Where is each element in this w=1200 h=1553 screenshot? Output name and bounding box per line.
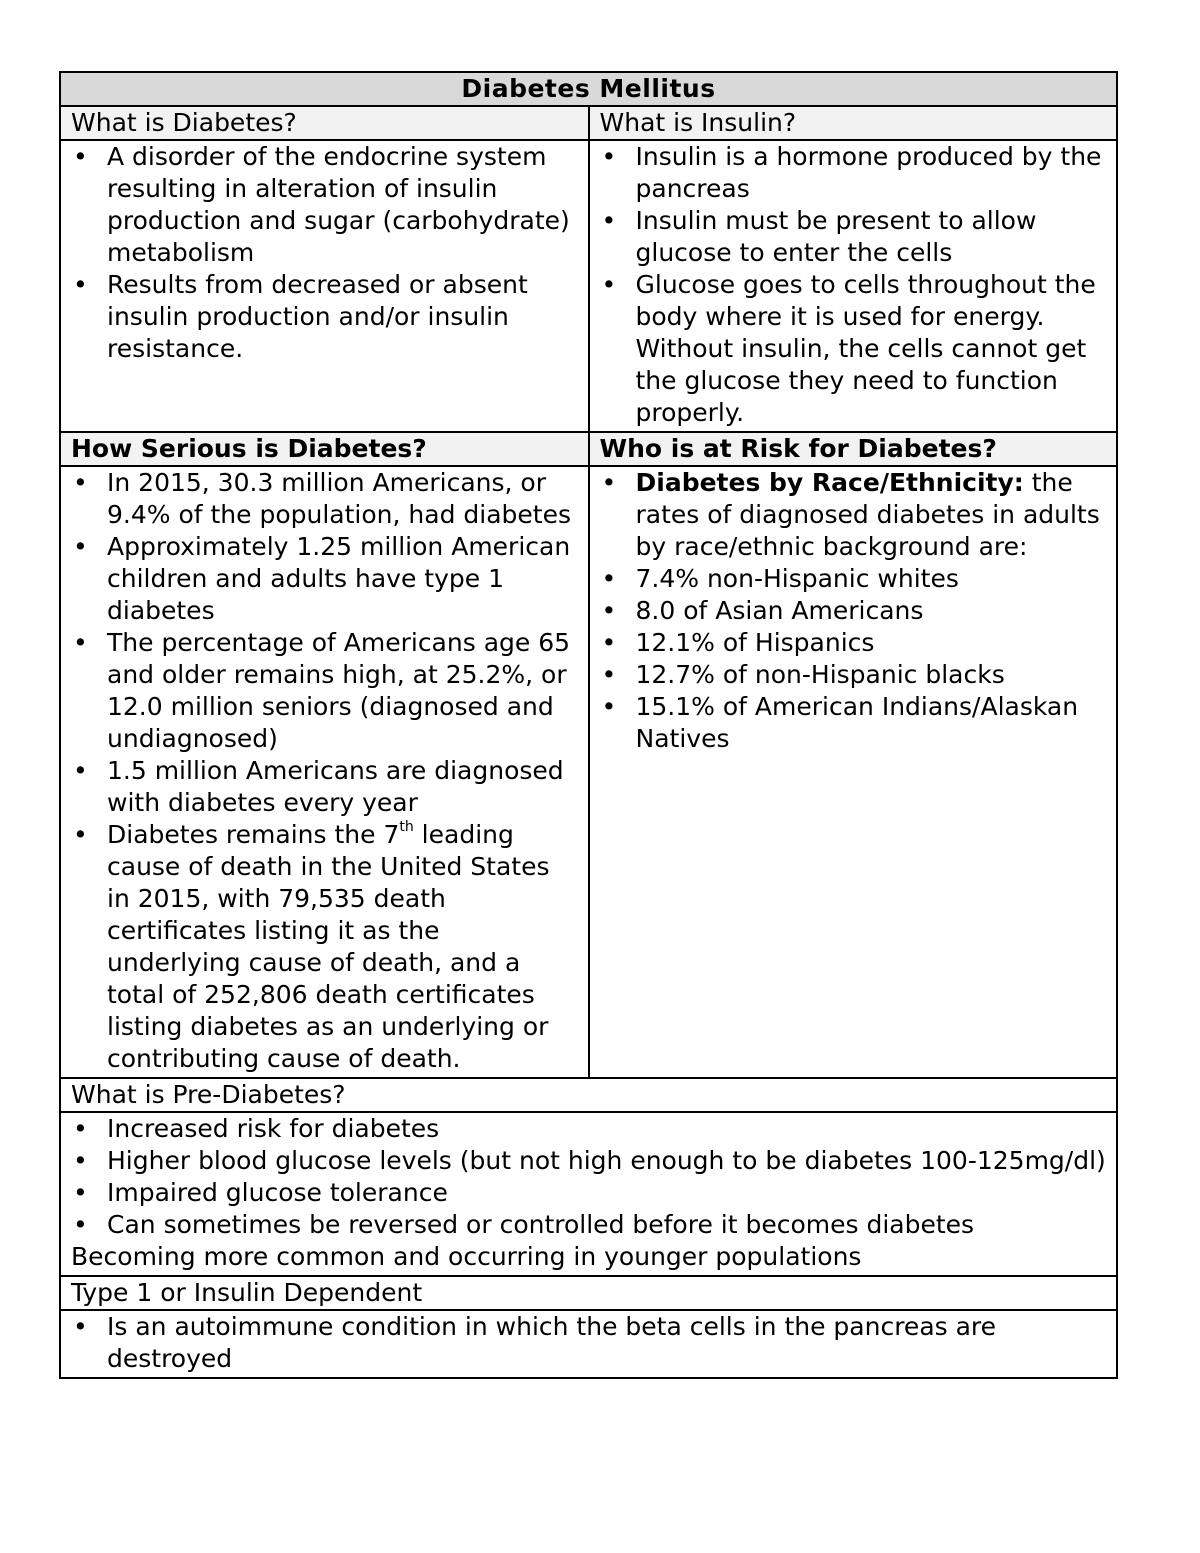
list-item: • Impaired glucose tolerance xyxy=(71,1177,1106,1209)
pre-diabetes-note: Becoming more common and occurring in younger populations xyxy=(71,1242,862,1271)
list-item: • The percentage of Americans age 65 and older remains high, at 25.2%, or 12.0 million seniors (diagnosed and undiagnosed) xyxy=(71,627,578,755)
type1-cell xyxy=(60,1310,1117,1378)
who-at-risk-heading: Who is at Risk for Diabetes? xyxy=(589,432,1118,466)
what-is-diabetes-heading: What is Diabetes? xyxy=(60,106,589,140)
how-serious-list xyxy=(71,467,578,1075)
list-item: • Glucose goes to cells throughout the body where it is used for energy. Without insulin, the cells cannot get the glucose they need to function properly. xyxy=(600,269,1107,429)
what-is-insulin-cell xyxy=(589,140,1118,432)
what-is-diabetes-list xyxy=(71,141,578,365)
list-item: • Can sometimes be reversed or controlled before it becomes diabetes xyxy=(71,1209,1106,1241)
pre-diabetes-list xyxy=(71,1113,1106,1241)
who-at-risk-cell xyxy=(589,466,1118,1078)
list-item: • Insulin must be present to allow glucose to enter the cells xyxy=(600,205,1107,269)
ordinal-suffix: th xyxy=(399,819,414,835)
list-item: • Increased risk for diabetes xyxy=(71,1113,1106,1145)
list-item: • Is an autoimmune condition in which the beta cells in the pancreas are destroyed xyxy=(71,1311,1106,1375)
how-serious-cell xyxy=(60,466,589,1078)
list-item: • 15.1% of American Indians/Alaskan Natives xyxy=(600,691,1107,755)
type1-heading: Type 1 or Insulin Dependent xyxy=(60,1276,1117,1310)
list-item: • Results from decreased or absent insulin production and/or insulin resistance. xyxy=(71,269,578,365)
type1-list xyxy=(71,1311,1106,1375)
pre-diabetes-cell xyxy=(60,1112,1117,1276)
list-item: • Insulin is a hormone produced by the pancreas xyxy=(600,141,1107,205)
list-item xyxy=(600,467,1107,563)
list-item: • In 2015, 30.3 million Americans, or 9.4% of the population, had diabetes xyxy=(71,467,578,531)
list-item: • 1.5 million Americans are diagnosed with diabetes every year xyxy=(71,755,578,819)
race-ethnicity-intro: the rates of diagnosed diabetes in adults by race/ethnic background are: xyxy=(635,468,1100,561)
leading-cause-rest: leading cause of death in the United States in 2015, with 79,535 death certificates listing it as the underlying cause of death, and a total of 252,806 death certificates listing diabetes as an underlying or contributing cause of death. xyxy=(107,820,550,1073)
list-item: • 12.7% of non-Hispanic blacks xyxy=(600,659,1107,691)
what-is-insulin-heading: What is Insulin? xyxy=(589,106,1118,140)
diabetes-table xyxy=(59,71,1118,1379)
list-item xyxy=(71,819,578,1075)
race-ethnicity-label: Diabetes by Race/Ethnicity: xyxy=(635,468,1024,497)
list-item: • 7.4% non-Hispanic whites xyxy=(600,563,1107,595)
what-is-insulin-list xyxy=(600,141,1107,429)
list-item: • 12.1% of Hispanics xyxy=(600,627,1107,659)
what-is-diabetes-cell xyxy=(60,140,589,432)
list-item: • Higher blood glucose levels (but not high enough to be diabetes 100-125mg/dl) xyxy=(71,1145,1106,1177)
list-item: • A disorder of the endocrine system resulting in alteration of insulin production and sugar (carbohydrate) metabolism xyxy=(71,141,578,269)
list-item: • Approximately 1.25 million American children and adults have type 1 diabetes xyxy=(71,531,578,627)
who-at-risk-list xyxy=(600,467,1107,755)
leading-cause-text: Diabetes remains the 7 xyxy=(107,820,400,849)
list-item: • 8.0 of Asian Americans xyxy=(600,595,1107,627)
table-title: Diabetes Mellitus xyxy=(60,72,1117,106)
how-serious-heading: How Serious is Diabetes? xyxy=(60,432,589,466)
pre-diabetes-heading: What is Pre-Diabetes? xyxy=(60,1078,1117,1112)
